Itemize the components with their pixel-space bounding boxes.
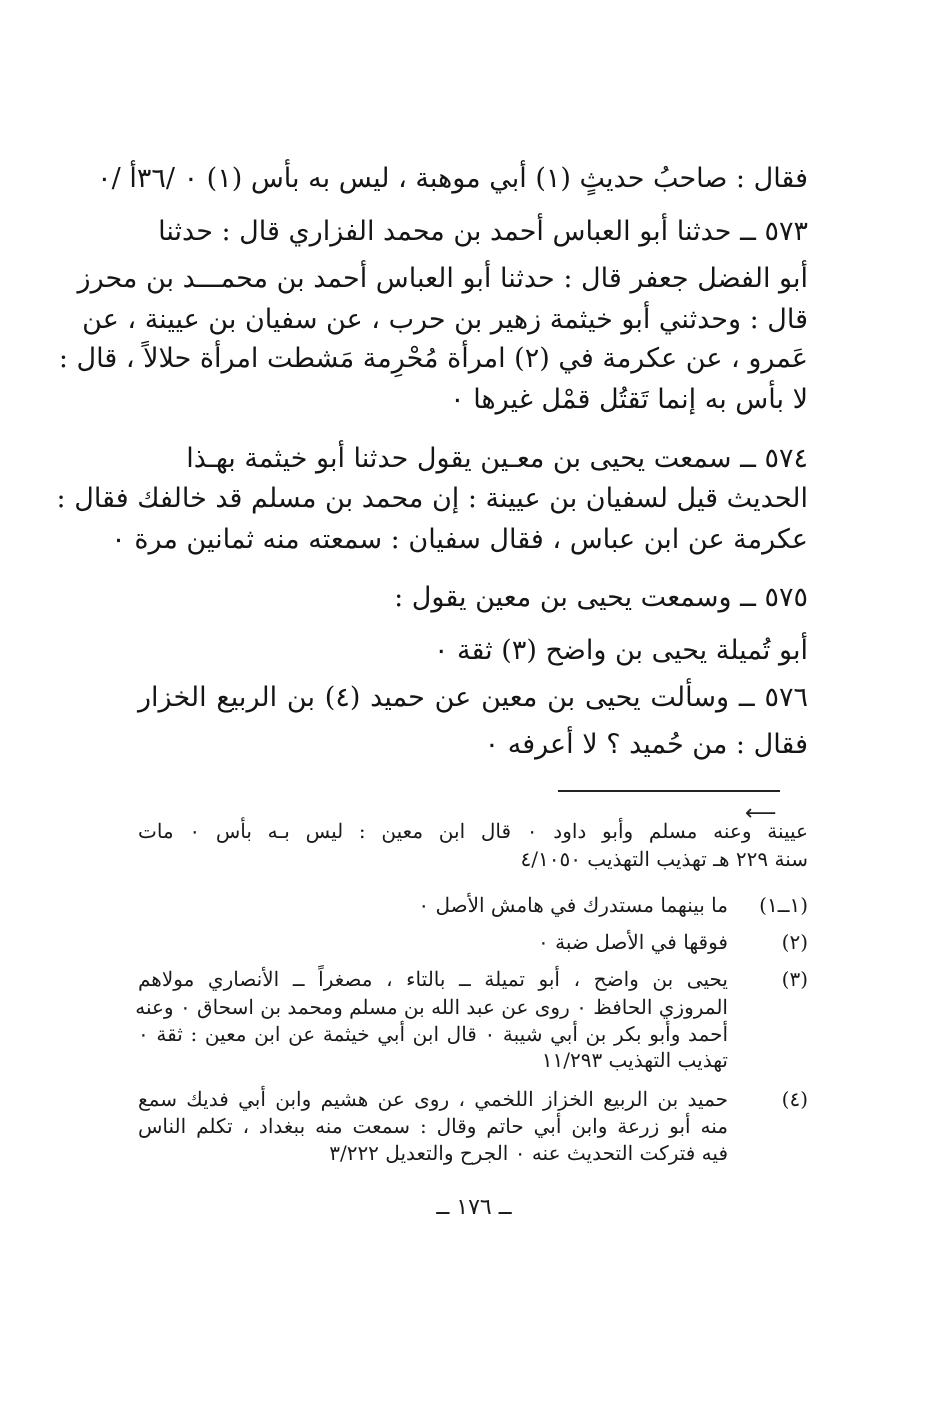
page-number: ــ ١٧٦ ــ [436, 1195, 512, 1220]
footnote-3-line-3: أحمد وأبو بكر بن أبي شيبة ٠ قال ابن أبي خيثمة عن ابن معين : ثقة ٠ [138, 1022, 729, 1046]
footnote-marker-1: (١ــ١) [759, 893, 808, 917]
text-line-9: عكرمة عن ابن عباس ، فقال سفيان : سمعته منه ثمانين مرة ٠ [111, 524, 808, 555]
footnote-marker-4: (٤) [781, 1087, 808, 1111]
text-line-1: فقال : صاحبُ حديثٍ (١) أبي موهبة ، ليس به بأس (١) ٠ /٣٦أ /٠ [97, 163, 808, 194]
text-line-7-hadith-574: ٥٧٤ ــ سمعت يحيى بن معـين يقول حدثنا أبو خيثمة بهـذا [186, 443, 808, 474]
footnote-4-line-1: حميد بن الربيع الخزاز اللخمي ، روى عن هشيم وابن أبي فديك سمع [138, 1087, 728, 1111]
footnote-2-line-1: فوقها في الأصل ضبة ٠ [537, 930, 728, 954]
footnote-4-line-2: منه أبو زرعة وابن أبي حاتم وقال : سمعت منه ببغداد ، تكلم الناس [138, 1114, 728, 1138]
footnote-continuation-line-1: عيينة وعنه مسلم وأبو داود ٠ قال ابن معين : ليس بـه بأس ٠ مات [138, 819, 808, 843]
footnote-marker-2: (٢) [781, 930, 808, 954]
footnote-4-line-3: فيه فتركت التحديث عنه ٠ الجرح والتعديل ٣/٢٢٢ [329, 1141, 728, 1165]
text-line-10-hadith-575: ٥٧٥ ــ وسمعت يحيى بن معين يقول : [394, 582, 808, 613]
footnote-3-line-2: المروزي الحافظ ٠ روى عن عبد الله بن مسلم ومحمد بن اسحاق ٠ وعنه [135, 995, 728, 1019]
text-line-3: أبو الفضل جعفر قال : حدثنا أبو العباس أحمد بن محمـــد بن محرز [77, 263, 808, 294]
footnote-marker-3: (٣) [781, 967, 808, 991]
text-line-11: أبو تُميلة يحيى بن واضح (٣) ثقة ٠ [433, 635, 808, 666]
text-line-2-hadith-573: ٥٧٣ ــ حدثنا أبو العباس أحمد بن محمد الفزاري قال : حدثنا [158, 216, 808, 247]
footnote-3-line-1: يحيى بن واضح ، أبو تميلة ــ بالتاء ، مصغراً ــ الأنصاري مولاهم [138, 967, 728, 991]
footnote-3-line-4: تهذيب التهذيب ١١/٢٩٣ [541, 1048, 728, 1072]
text-line-6: لا بأس به إنما تَقتُل قمْل غيرها ٠ [450, 384, 808, 415]
text-line-13: فقال : من حُميد ؟ لا أعرفه ٠ [484, 729, 808, 760]
text-line-4: قال : وحدثني أبو خيثمة زهير بن حرب ، عن سفيان بن عيينة ، عن [82, 304, 808, 335]
arrow-left-icon: ⟵ [745, 801, 777, 826]
text-line-5: عَمرو ، عن عكرمة في (٢) امرأة مُحْرِمة مَشطت امرأة حلالاً ، قال : [58, 343, 808, 374]
text-line-12-hadith-576: ٥٧٦ ــ وسألت يحيى بن معين عن حميد (٤) بن الربيع الخزار [138, 682, 808, 713]
footnote-separator [558, 790, 780, 792]
text-line-8: الحديث قيل لسفيان بن عيينة : إن محمد بن مسلم قد خالفك فقال : [56, 483, 808, 514]
footnote-continuation-line-2: سنة ٢٢٩ هـ تهذيب التهذيب ٤/١٠٥٠ [520, 847, 808, 871]
footnote-1-line-1: ما بينهما مستدرك في هامش الأصل ٠ [418, 893, 728, 917]
